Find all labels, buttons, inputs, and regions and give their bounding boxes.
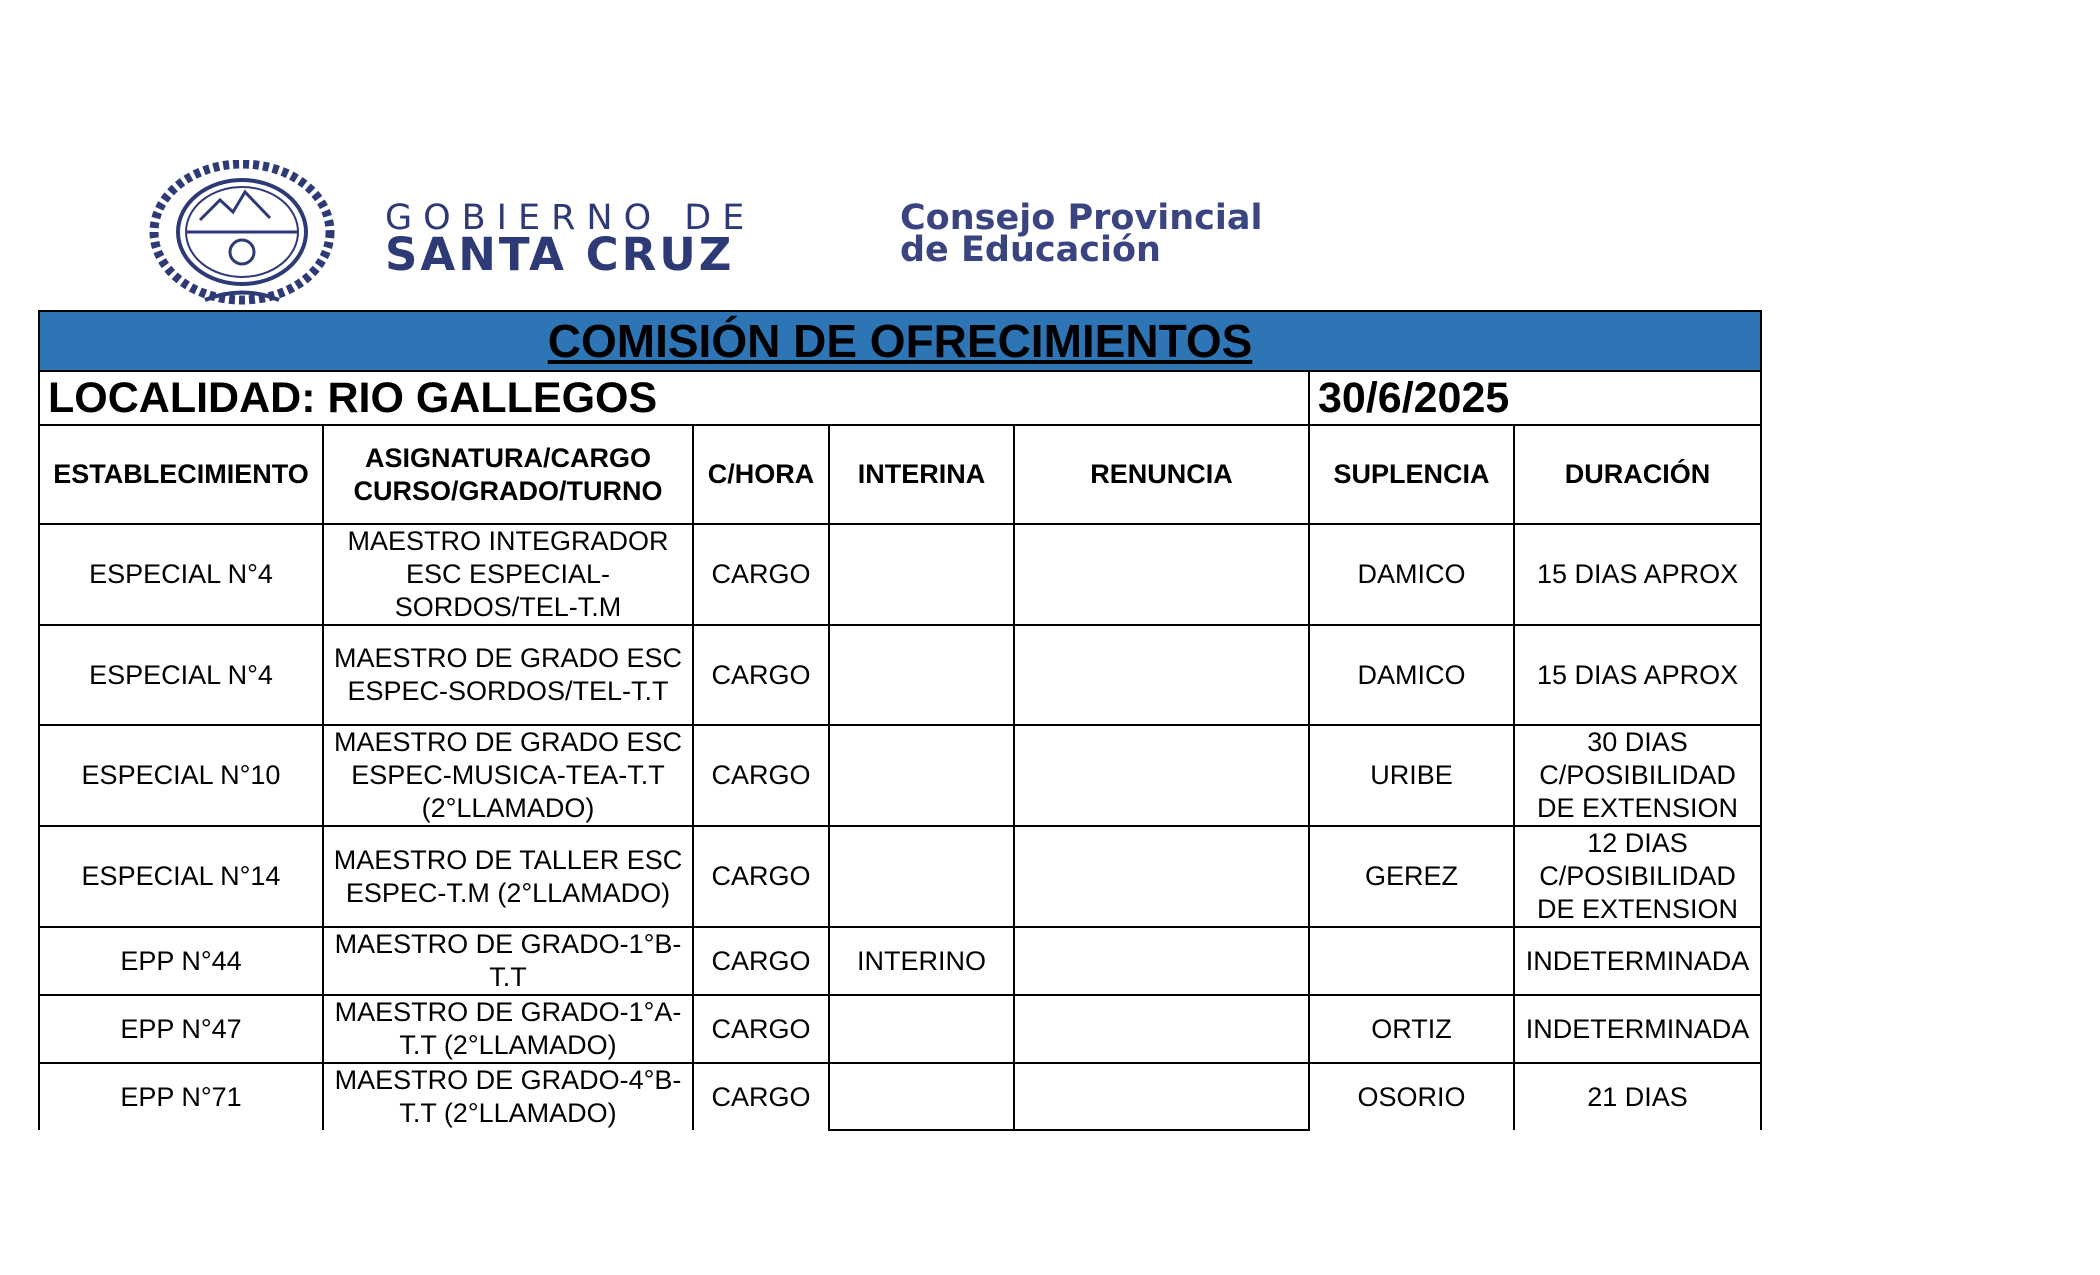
cell-chora: CARGO [693,725,829,826]
table-row [39,927,1761,995]
cell-renuncia [1014,625,1309,725]
cell-chora: CARGO [693,524,829,625]
col-header-chora: C/HORA [693,425,829,524]
cell-interina [829,826,1014,927]
cell-renuncia [1014,725,1309,826]
cell-establecimiento: ESPECIAL N°4 [39,524,323,625]
cell-chora: CARGO [693,826,829,927]
col-header-establecimiento: ESTABLECIMIENTO [39,425,323,524]
cell-suplencia: OSORIO [1309,1063,1514,1130]
cell-interina: INTERINO [829,927,1014,995]
cell-chora: CARGO [693,625,829,725]
cell-renuncia [1014,826,1309,927]
council-name-line1: Consejo Provincial [900,198,1263,238]
table-title: COMISIÓN DE OFRECIMIENTOS [547,315,1253,367]
title-row [39,311,1761,371]
locality-label: LOCALIDAD: RIO GALLEGOS [39,371,1309,425]
cell-suplencia: GEREZ [1309,826,1514,927]
table-title-cell [39,311,1761,371]
col-header-interina: INTERINA [829,425,1014,524]
col-header-suplencia: SUPLENCIA [1309,425,1514,524]
locality-row [39,371,1761,425]
government-name-line1: GOBIERNO DE [385,198,756,238]
cell-renuncia [1014,524,1309,625]
cell-asignatura: MAESTRO DE GRADO ESC ESPEC-MUSICA-TEA-T.T (2°LLAMADO) [323,725,693,826]
cell-renuncia [1014,927,1309,995]
cell-suplencia: ORTIZ [1309,995,1514,1063]
cell-asignatura: MAESTRO DE GRADO-1°B-T.T [323,927,693,995]
government-name-line2: SANTA CRUZ [385,228,735,281]
cell-duracion: 12 DIAS C/POSIBILIDAD DE EXTENSION [1514,826,1761,927]
col-header-duracion: DURACIÓN [1514,425,1761,524]
cell-establecimiento: EPP N°44 [39,927,323,995]
offers-table [38,310,1762,1131]
cell-asignatura: MAESTRO DE GRADO-1°A-T.T (2°LLAMADO) [323,995,693,1063]
table-row [39,524,1761,625]
cell-duracion: INDETERMINADA [1514,995,1761,1063]
council-name-line2: de Educación [900,230,1161,270]
col-header-asignatura: ASIGNATURA/CARGO CURSO/GRADO/TURNO [323,425,693,524]
cell-establecimiento: EPP N°71 [39,1063,323,1130]
cell-duracion: INDETERMINADA [1514,927,1761,995]
cell-interina [829,1063,1014,1130]
cell-interina [829,524,1014,625]
table-row [39,826,1761,927]
cell-interina [829,625,1014,725]
cell-duracion: 30 DIAS C/POSIBILIDAD DE EXTENSION [1514,725,1761,826]
table-row [39,995,1761,1063]
cell-renuncia [1014,995,1309,1063]
col-header-renuncia: RENUNCIA [1014,425,1309,524]
cell-asignatura: MAESTRO DE GRADO ESC ESPEC-SORDOS/TEL-T.T [323,625,693,725]
cell-asignatura: MAESTRO DE TALLER ESC ESPEC-T.M (2°LLAMADO) [323,826,693,927]
cell-establecimiento: ESPECIAL N°10 [39,725,323,826]
table-row [39,625,1761,725]
cell-chora: CARGO [693,995,829,1063]
table-row [39,725,1761,826]
cell-suplencia: DAMICO [1309,524,1514,625]
cell-suplencia: URIBE [1309,725,1514,826]
cell-establecimiento: EPP N°47 [39,995,323,1063]
cell-duracion: 15 DIAS APROX [1514,625,1761,725]
cell-establecimiento: ESPECIAL N°14 [39,826,323,927]
column-header-row [39,425,1761,524]
cell-interina [829,725,1014,826]
cell-suplencia [1309,927,1514,995]
cell-asignatura: MAESTRO INTEGRADOR ESC ESPECIAL-SORDOS/TEL-T.M [323,524,693,625]
header-logos [145,160,1345,310]
cell-establecimiento: ESPECIAL N°4 [39,625,323,725]
cell-asignatura: MAESTRO DE GRADO-4°B-T.T (2°LLAMADO) [323,1063,693,1130]
cell-renuncia [1014,1063,1309,1130]
table-row [39,1063,1761,1130]
cell-duracion: 15 DIAS APROX [1514,524,1761,625]
cell-chora: CARGO [693,927,829,995]
cell-duracion: 21 DIAS [1514,1063,1761,1130]
coat-of-arms-seal-icon [145,160,340,310]
cell-suplencia: DAMICO [1309,625,1514,725]
cell-chora: CARGO [693,1063,829,1130]
offer-date: 30/6/2025 [1309,371,1761,425]
cell-interina [829,995,1014,1063]
